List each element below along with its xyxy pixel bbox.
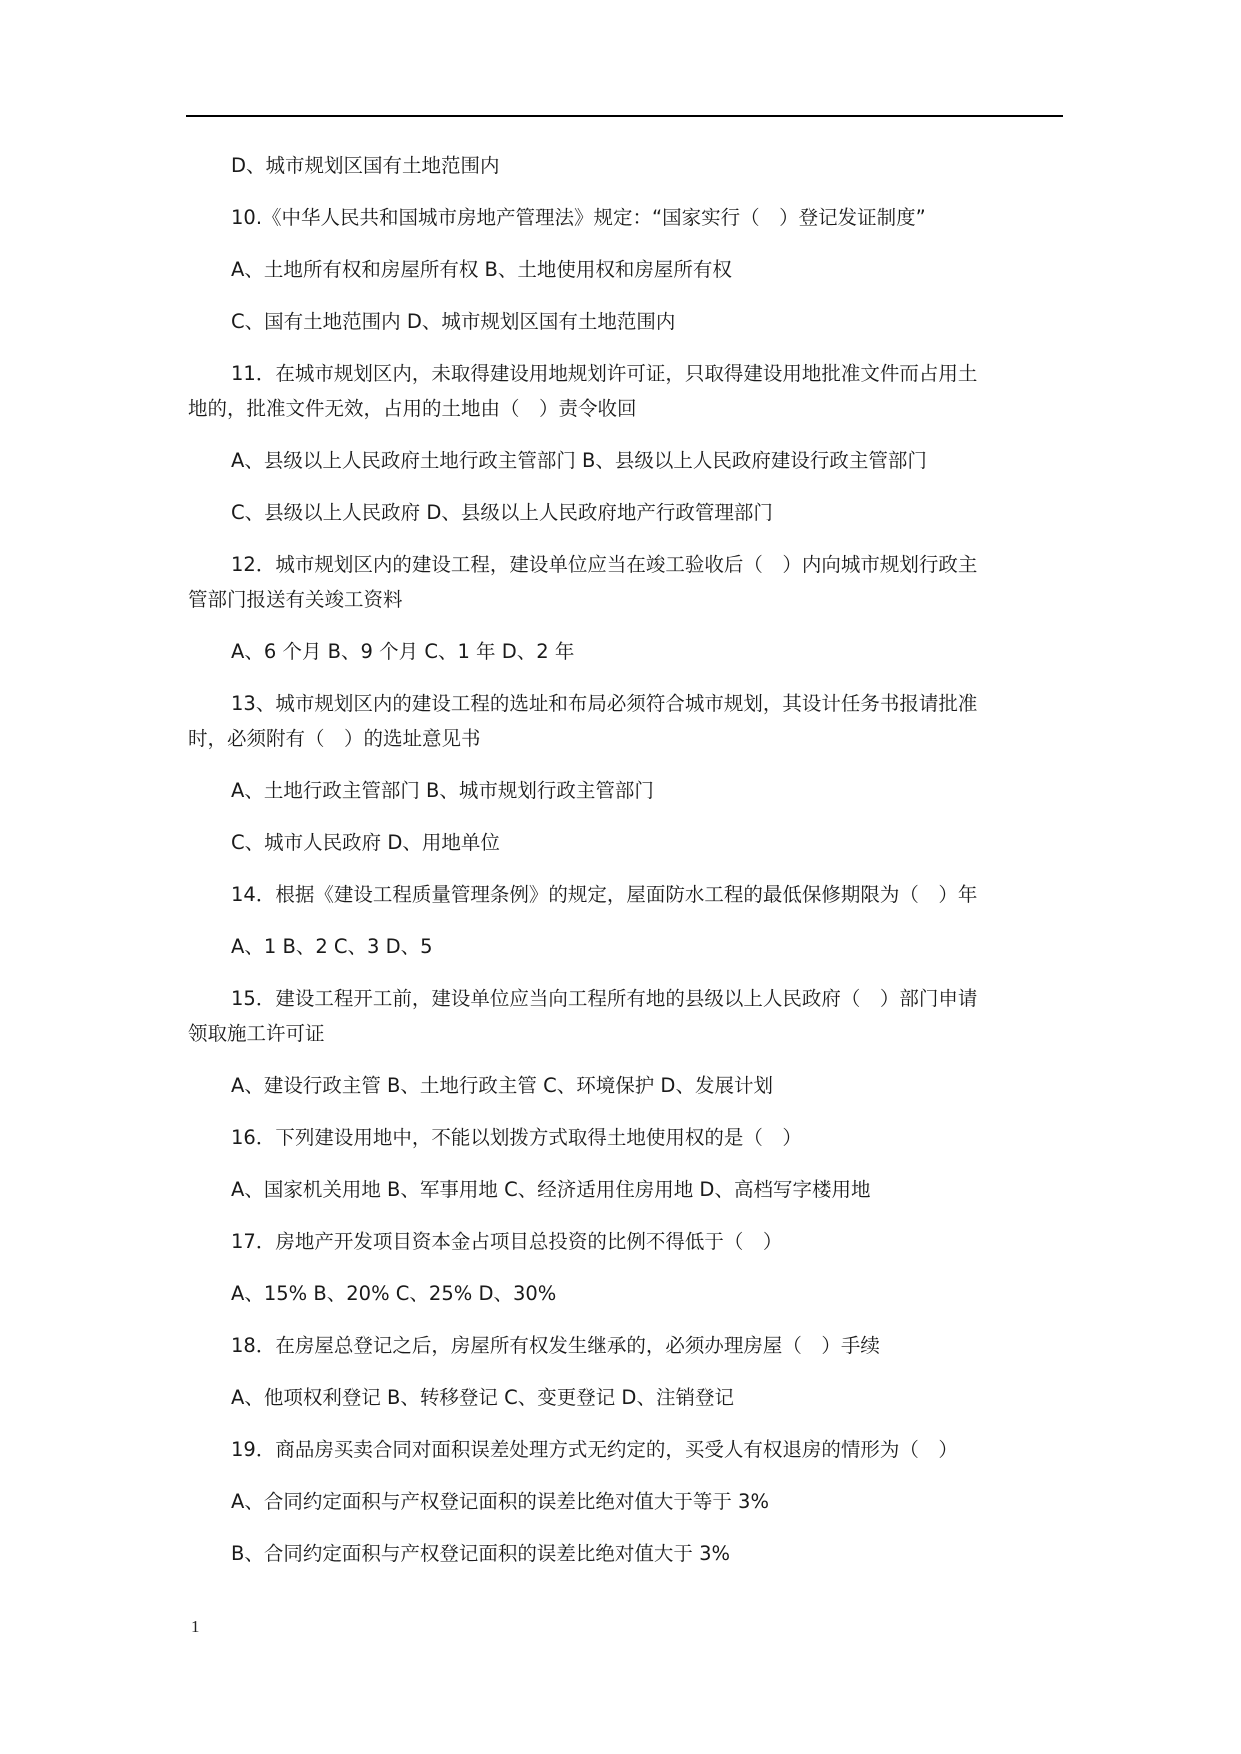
question-text-line: 15．建设工程开工前，建设单位应当向工程所有地的县级以上人民政府（ ）部门申请 — [231, 987, 978, 1010]
option-line: A、国家机关用地 B、军事用地 C、经济适用住房用地 D、高档写字楼用地 — [231, 1178, 871, 1201]
question-19: 19．商品房买卖合同对面积误差处理方式无约定的，买受人有权退房的情形为（ ） — [231, 1438, 958, 1461]
question-10: 10.《中华人民共和国城市房地产管理法》规定：“国家实行（ ）登记发证制度” — [231, 206, 926, 229]
option-line: A、土地所有权和房屋所有权 B、土地使用权和房屋所有权 — [231, 258, 732, 281]
question-12 — [188, 547, 1060, 617]
question-15 — [188, 981, 1060, 1051]
question-text-line: 12．城市规划区内的建设工程，建设单位应当在竣工验收后（ ）内向城市规划行政主 — [231, 553, 978, 576]
question-16: 16．下列建设用地中，不能以划拨方式取得土地使用权的是（ ） — [231, 1126, 802, 1149]
option-line: C、县级以上人民政府 D、县级以上人民政府地产行政管理部门 — [231, 501, 773, 524]
option-line: A、1 B、2 C、3 D、5 — [231, 935, 433, 958]
question-13 — [188, 686, 1060, 756]
option-line: C、城市人民政府 D、用地单位 — [231, 831, 500, 854]
option-line: B、合同约定面积与产权登记面积的误差比绝对值大于 3% — [231, 1542, 731, 1565]
page-number: 1 — [191, 1617, 200, 1636]
option-line: A、15% B、20% C、25% D、30% — [231, 1282, 557, 1305]
question-14: 14．根据《建设工程质量管理条例》的规定，屋面防水工程的最低保修期限为（ ）年 — [231, 883, 978, 906]
option-line: D、城市规划区国有土地范围内 — [231, 154, 500, 177]
option-line: A、6 个月 B、9 个月 C、1 年 D、2 年 — [231, 640, 575, 663]
question-text-line: 13、城市规划区内的建设工程的选址和布局必须符合城市规划，其设计任务书报请批准 — [231, 692, 978, 715]
option-line: A、合同约定面积与产权登记面积的误差比绝对值大于等于 3% — [231, 1490, 769, 1513]
option-line: A、建设行政主管 B、土地行政主管 C、环境保护 D、发展计划 — [231, 1074, 773, 1097]
question-text-line: 时，必须附有（ ）的选址意见书 — [188, 727, 481, 750]
question-text-line: 地的，批准文件无效，占用的土地由（ ）责令收回 — [188, 397, 637, 420]
option-line: A、土地行政主管部门 B、城市规划行政主管部门 — [231, 779, 654, 802]
question-text-line: 11．在城市规划区内，未取得建设用地规划许可证，只取得建设用地批准文件而占用土 — [231, 362, 978, 385]
option-line: A、县级以上人民政府土地行政主管部门 B、县级以上人民政府建设行政主管部门 — [231, 449, 927, 472]
option-line: C、国有土地范围内 D、城市规划区国有土地范围内 — [231, 310, 676, 333]
question-17: 17．房地产开发项目资本金占项目总投资的比例不得低于（ ） — [231, 1230, 783, 1253]
question-text-line: 领取施工许可证 — [188, 1022, 325, 1045]
header-rule — [186, 115, 1063, 117]
question-text-line: 管部门报送有关竣工资料 — [188, 588, 403, 611]
question-18: 18．在房屋总登记之后，房屋所有权发生继承的，必须办理房屋（ ）手续 — [231, 1334, 880, 1357]
question-11 — [188, 356, 1060, 426]
option-line: A、他项权利登记 B、转移登记 C、变更登记 D、注销登记 — [231, 1386, 734, 1409]
document-body — [188, 148, 1060, 1588]
